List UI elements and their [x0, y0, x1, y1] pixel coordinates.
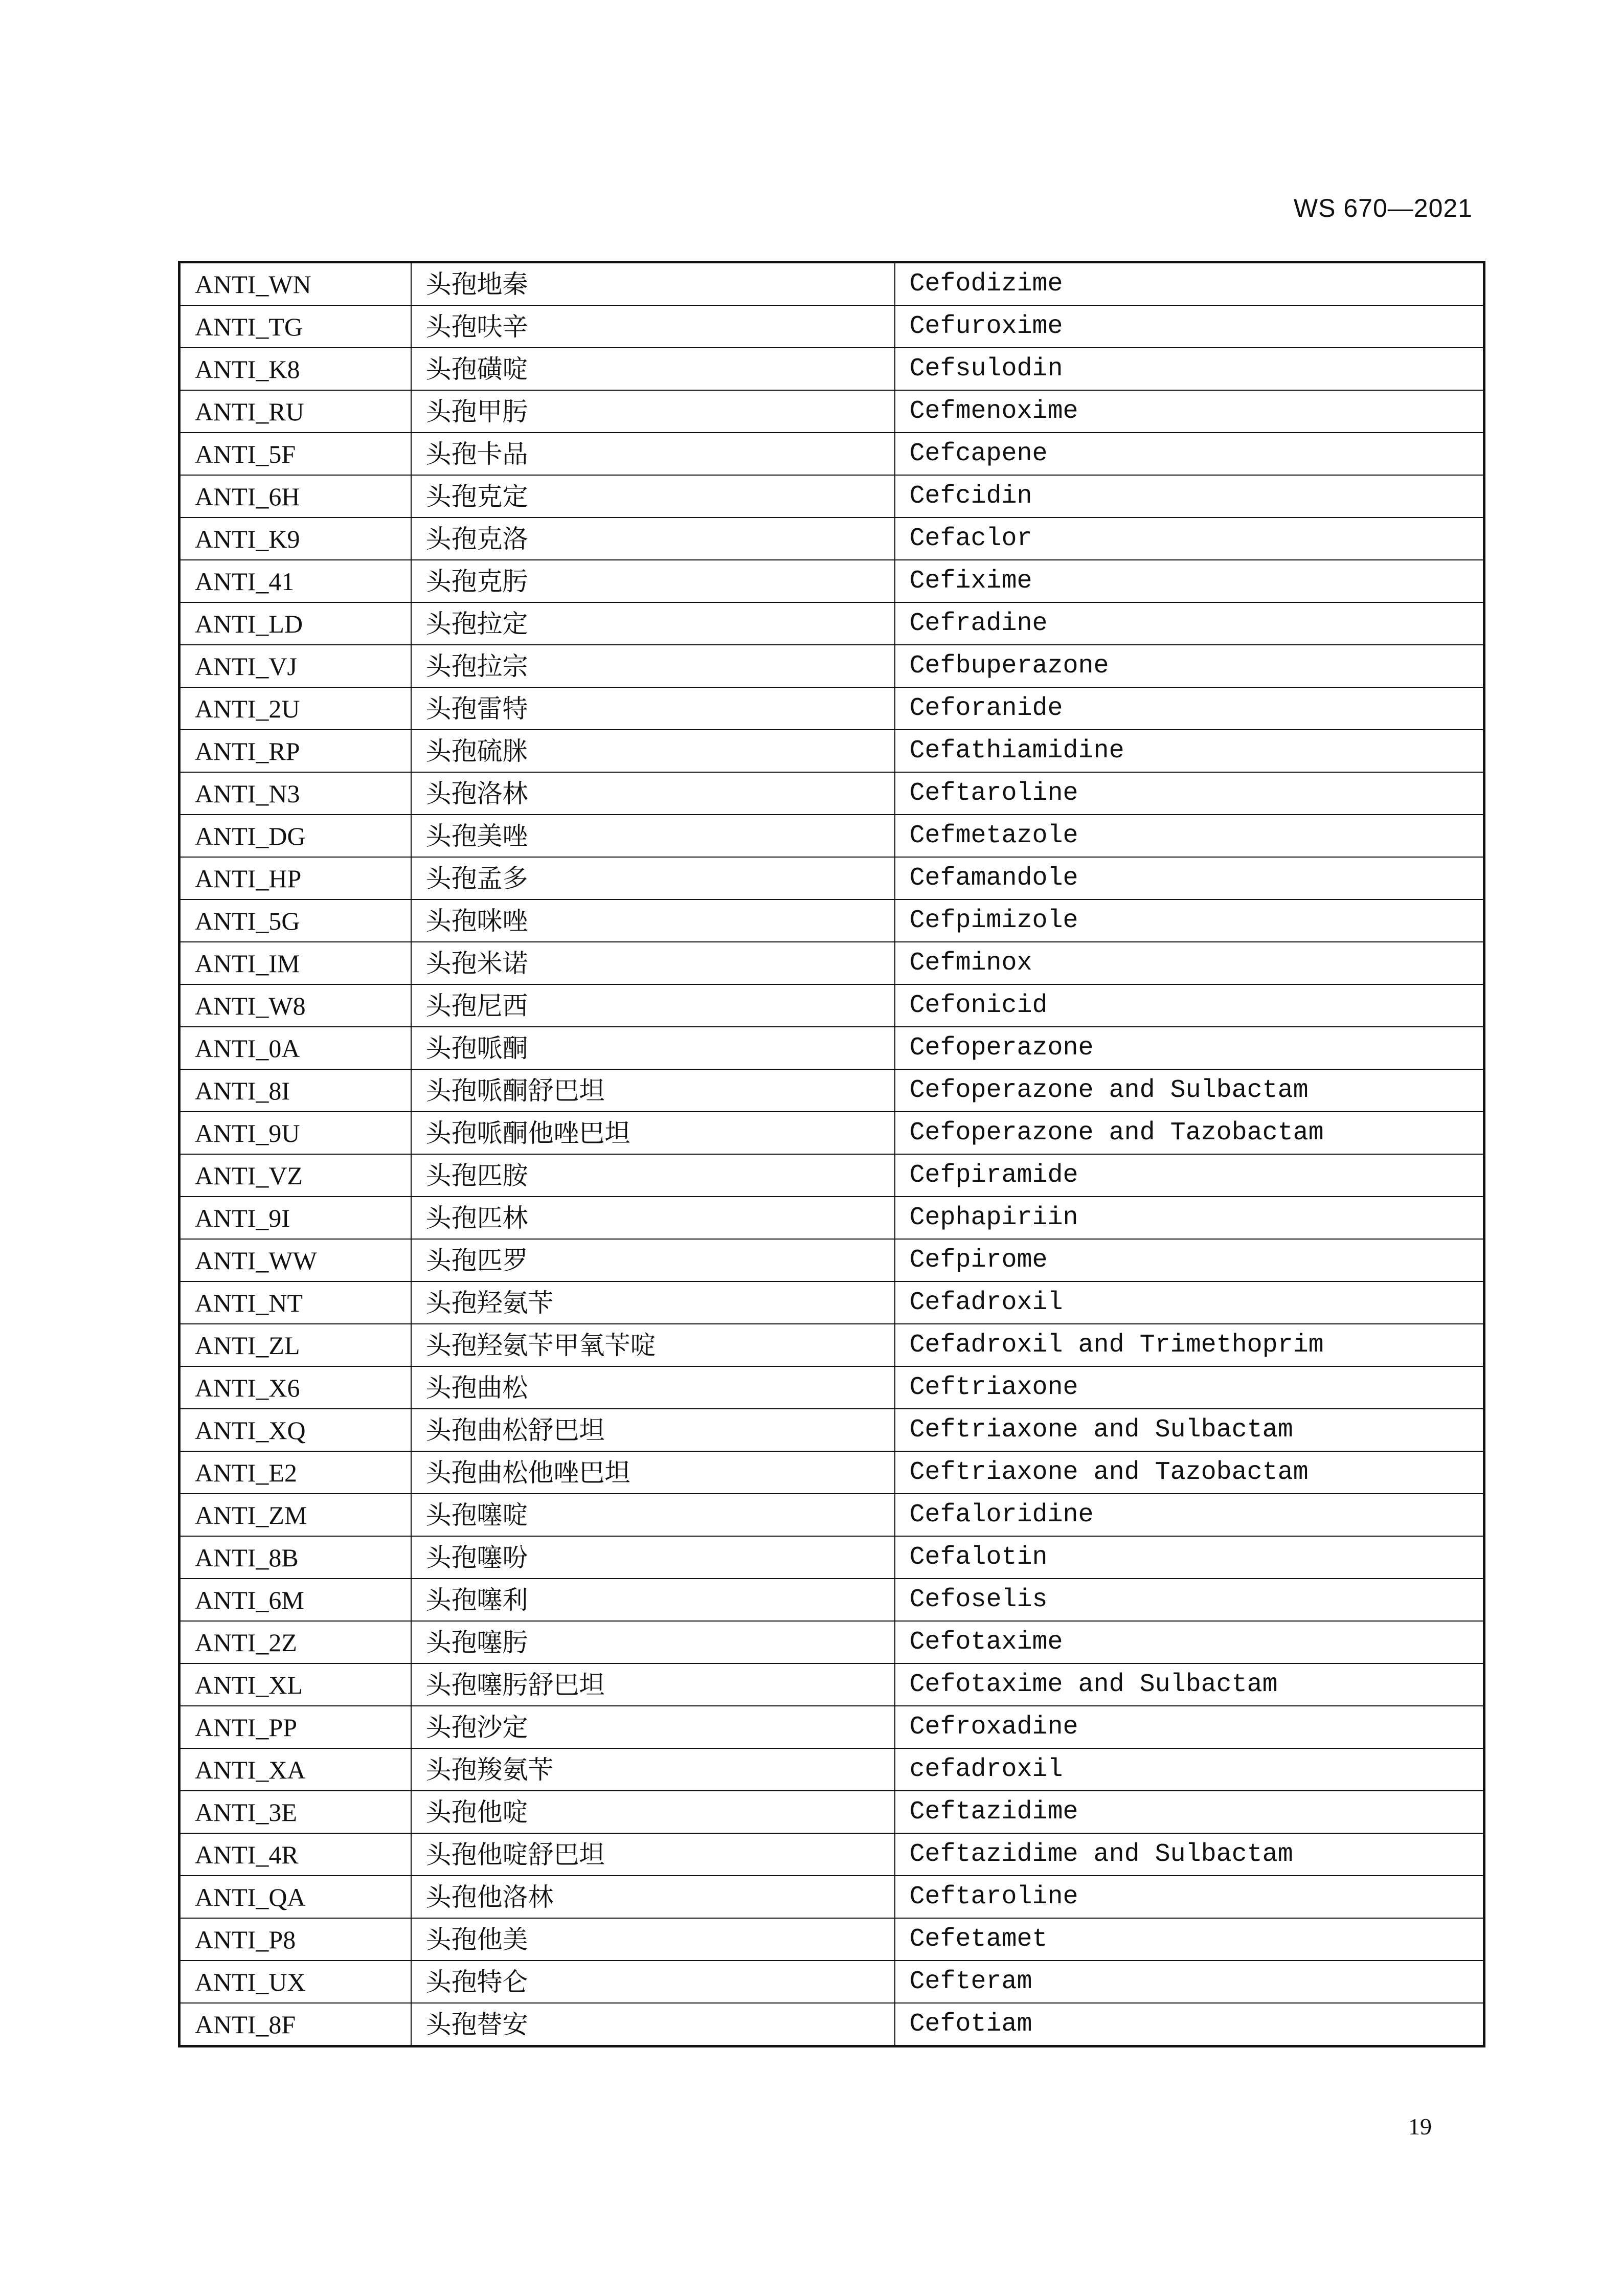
table-row [179, 687, 1484, 730]
english-name-cell: Cefotiam [895, 2003, 1484, 2046]
code-cell: ANTI_K8 [179, 348, 411, 390]
chinese-name-cell: 头孢哌酮舒巴坦 [411, 1069, 895, 1112]
chinese-name-cell: 头孢曲松舒巴坦 [411, 1409, 895, 1451]
code-cell: ANTI_5F [179, 433, 411, 475]
table-row [179, 1833, 1484, 1876]
code-cell: ANTI_NT [179, 1281, 411, 1324]
english-name-cell: Cefotaxime and Sulbactam [895, 1663, 1484, 1706]
chinese-name-cell: 头孢替安 [411, 2003, 895, 2046]
table-row [179, 942, 1484, 984]
chinese-name-cell: 头孢噻肟舒巴坦 [411, 1663, 895, 1706]
code-cell: ANTI_41 [179, 560, 411, 602]
chinese-name-cell: 头孢他洛林 [411, 1876, 895, 1918]
antibiotic-code-table-container [178, 261, 1483, 2047]
table-row [179, 984, 1484, 1027]
table-row [179, 1281, 1484, 1324]
chinese-name-cell: 头孢曲松他唑巴坦 [411, 1451, 895, 1494]
table-row [179, 1197, 1484, 1239]
code-cell: ANTI_P8 [179, 1918, 411, 1961]
chinese-name-cell: 头孢米诺 [411, 942, 895, 984]
chinese-name-cell: 头孢噻吩 [411, 1536, 895, 1579]
table-row [179, 1451, 1484, 1494]
table-row [179, 390, 1484, 433]
chinese-name-cell: 头孢噻啶 [411, 1494, 895, 1536]
table-row [179, 1748, 1484, 1791]
code-cell: ANTI_8I [179, 1069, 411, 1112]
chinese-name-cell: 头孢羧氨苄 [411, 1748, 895, 1791]
english-name-cell: Ceftriaxone [895, 1366, 1484, 1409]
chinese-name-cell: 头孢他美 [411, 1918, 895, 1961]
code-cell: ANTI_HP [179, 857, 411, 899]
code-cell: ANTI_K9 [179, 517, 411, 560]
code-cell: ANTI_VZ [179, 1154, 411, 1197]
antibiotic-code-table [178, 261, 1485, 2047]
chinese-name-cell: 头孢羟氨苄 [411, 1281, 895, 1324]
page-number: 19 [1408, 2113, 1432, 2140]
code-cell: ANTI_2Z [179, 1621, 411, 1663]
chinese-name-cell: 头孢尼西 [411, 984, 895, 1027]
table-row [179, 815, 1484, 857]
chinese-name-cell: 头孢匹罗 [411, 1239, 895, 1281]
chinese-name-cell: 头孢他啶 [411, 1791, 895, 1833]
table-row [179, 1494, 1484, 1536]
standard-code-header: WS 670—2021 [1293, 194, 1473, 222]
chinese-name-cell: 头孢地秦 [411, 262, 895, 306]
chinese-name-cell: 头孢匹胺 [411, 1154, 895, 1197]
english-name-cell: Cefuroxime [895, 305, 1484, 348]
english-name-cell: Cefadroxil and Trimethoprim [895, 1324, 1484, 1366]
table-row [179, 1918, 1484, 1961]
english-name-cell: Cefmenoxime [895, 390, 1484, 433]
code-cell: ANTI_PP [179, 1706, 411, 1748]
english-name-cell: Cefadroxil [895, 1281, 1484, 1324]
code-cell: ANTI_9I [179, 1197, 411, 1239]
code-cell: ANTI_0A [179, 1027, 411, 1069]
english-name-cell: Cefpimizole [895, 899, 1484, 942]
table-row [179, 262, 1484, 306]
table-row [179, 1239, 1484, 1281]
chinese-name-cell: 头孢拉定 [411, 602, 895, 645]
english-name-cell: Cefoperazone [895, 1027, 1484, 1069]
english-name-cell: Cefathiamidine [895, 730, 1484, 772]
chinese-name-cell: 头孢匹林 [411, 1197, 895, 1239]
chinese-name-cell: 头孢羟氨苄甲氧苄啶 [411, 1324, 895, 1366]
code-cell: ANTI_3E [179, 1791, 411, 1833]
chinese-name-cell: 头孢咪唑 [411, 899, 895, 942]
table-row [179, 1663, 1484, 1706]
code-cell: ANTI_6M [179, 1579, 411, 1621]
chinese-name-cell: 头孢呋辛 [411, 305, 895, 348]
table-row [179, 475, 1484, 517]
english-name-cell: Cefpiramide [895, 1154, 1484, 1197]
code-cell: ANTI_5G [179, 899, 411, 942]
english-name-cell: Cefcapene [895, 433, 1484, 475]
code-cell: ANTI_4R [179, 1833, 411, 1876]
english-name-cell: Cefonicid [895, 984, 1484, 1027]
english-name-cell: Ceftazidime and Sulbactam [895, 1833, 1484, 1876]
english-name-cell: Cephapiriin [895, 1197, 1484, 1239]
table-row [179, 1112, 1484, 1154]
english-name-cell: Cefoperazone and Tazobactam [895, 1112, 1484, 1154]
english-name-cell: Cefcidin [895, 475, 1484, 517]
english-name-cell: Cefamandole [895, 857, 1484, 899]
table-row [179, 1154, 1484, 1197]
chinese-name-cell: 头孢曲松 [411, 1366, 895, 1409]
english-name-cell: Cefixime [895, 560, 1484, 602]
code-cell: ANTI_RU [179, 390, 411, 433]
english-name-cell: Cefradine [895, 602, 1484, 645]
chinese-name-cell: 头孢特仑 [411, 1961, 895, 2003]
english-name-cell: Cefoperazone and Sulbactam [895, 1069, 1484, 1112]
chinese-name-cell: 头孢噻利 [411, 1579, 895, 1621]
table-row [179, 899, 1484, 942]
english-name-cell: Cefroxadine [895, 1706, 1484, 1748]
code-cell: ANTI_TG [179, 305, 411, 348]
code-cell: ANTI_LD [179, 602, 411, 645]
chinese-name-cell: 头孢哌酮 [411, 1027, 895, 1069]
code-cell: ANTI_WW [179, 1239, 411, 1281]
table-row [179, 305, 1484, 348]
chinese-name-cell: 头孢他啶舒巴坦 [411, 1833, 895, 1876]
chinese-name-cell: 头孢克定 [411, 475, 895, 517]
english-name-cell: Cefmetazole [895, 815, 1484, 857]
english-name-cell: Cefaclor [895, 517, 1484, 560]
chinese-name-cell: 头孢拉宗 [411, 645, 895, 687]
table-row [179, 1366, 1484, 1409]
english-name-cell: Ceftaroline [895, 1876, 1484, 1918]
chinese-name-cell: 头孢甲肟 [411, 390, 895, 433]
table-row [179, 1409, 1484, 1451]
chinese-name-cell: 头孢美唑 [411, 815, 895, 857]
table-row [179, 730, 1484, 772]
chinese-name-cell: 头孢克肟 [411, 560, 895, 602]
english-name-cell: Cefbuperazone [895, 645, 1484, 687]
english-name-cell: Cefsulodin [895, 348, 1484, 390]
code-cell: ANTI_RP [179, 730, 411, 772]
table-row [179, 348, 1484, 390]
table-row [179, 1706, 1484, 1748]
table-row [179, 1579, 1484, 1621]
english-name-cell: Cefoselis [895, 1579, 1484, 1621]
code-cell: ANTI_XA [179, 1748, 411, 1791]
english-name-cell: Cefminox [895, 942, 1484, 984]
english-name-cell: Ceftazidime [895, 1791, 1484, 1833]
english-name-cell: Ceftriaxone and Tazobactam [895, 1451, 1484, 1494]
code-cell: ANTI_8F [179, 2003, 411, 2046]
table-row [179, 1876, 1484, 1918]
code-cell: ANTI_8B [179, 1536, 411, 1579]
code-cell: ANTI_E2 [179, 1451, 411, 1494]
code-cell: ANTI_2U [179, 687, 411, 730]
chinese-name-cell: 头孢卡品 [411, 433, 895, 475]
table-row [179, 1791, 1484, 1833]
chinese-name-cell: 头孢沙定 [411, 1706, 895, 1748]
table-row [179, 1324, 1484, 1366]
english-name-cell: Cefodizime [895, 262, 1484, 306]
chinese-name-cell: 头孢克洛 [411, 517, 895, 560]
code-cell: ANTI_X6 [179, 1366, 411, 1409]
english-name-cell: Cefpirome [895, 1239, 1484, 1281]
table-row [179, 1536, 1484, 1579]
english-name-cell: Cefalotin [895, 1536, 1484, 1579]
code-cell: ANTI_ZL [179, 1324, 411, 1366]
code-cell: ANTI_6H [179, 475, 411, 517]
english-name-cell: Cefetamet [895, 1918, 1484, 1961]
english-name-cell: Cefteram [895, 1961, 1484, 2003]
chinese-name-cell: 头孢噻肟 [411, 1621, 895, 1663]
english-name-cell: Cefotaxime [895, 1621, 1484, 1663]
code-cell: ANTI_ZM [179, 1494, 411, 1536]
chinese-name-cell: 头孢磺啶 [411, 348, 895, 390]
chinese-name-cell: 头孢孟多 [411, 857, 895, 899]
code-cell: ANTI_UX [179, 1961, 411, 2003]
code-cell: ANTI_XL [179, 1663, 411, 1706]
chinese-name-cell: 头孢哌酮他唑巴坦 [411, 1112, 895, 1154]
chinese-name-cell: 头孢硫脒 [411, 730, 895, 772]
english-name-cell: Cefaloridine [895, 1494, 1484, 1536]
table-row [179, 433, 1484, 475]
table-body [179, 262, 1484, 2046]
code-cell: ANTI_9U [179, 1112, 411, 1154]
english-name-cell: cefadroxil [895, 1748, 1484, 1791]
code-cell: ANTI_DG [179, 815, 411, 857]
code-cell: ANTI_XQ [179, 1409, 411, 1451]
table-row [179, 517, 1484, 560]
table-row [179, 2003, 1484, 2046]
code-cell: ANTI_WN [179, 262, 411, 306]
table-row [179, 1621, 1484, 1663]
code-cell: ANTI_VJ [179, 645, 411, 687]
code-cell: ANTI_W8 [179, 984, 411, 1027]
chinese-name-cell: 头孢洛林 [411, 772, 895, 815]
code-cell: ANTI_QA [179, 1876, 411, 1918]
chinese-name-cell: 头孢雷特 [411, 687, 895, 730]
table-row [179, 772, 1484, 815]
code-cell: ANTI_IM [179, 942, 411, 984]
english-name-cell: Ceftriaxone and Sulbactam [895, 1409, 1484, 1451]
table-row [179, 1027, 1484, 1069]
english-name-cell: Ceftaroline [895, 772, 1484, 815]
table-row [179, 1069, 1484, 1112]
table-row [179, 1961, 1484, 2003]
english-name-cell: Ceforanide [895, 687, 1484, 730]
table-row [179, 645, 1484, 687]
table-row [179, 602, 1484, 645]
table-row [179, 560, 1484, 602]
code-cell: ANTI_N3 [179, 772, 411, 815]
table-row [179, 857, 1484, 899]
